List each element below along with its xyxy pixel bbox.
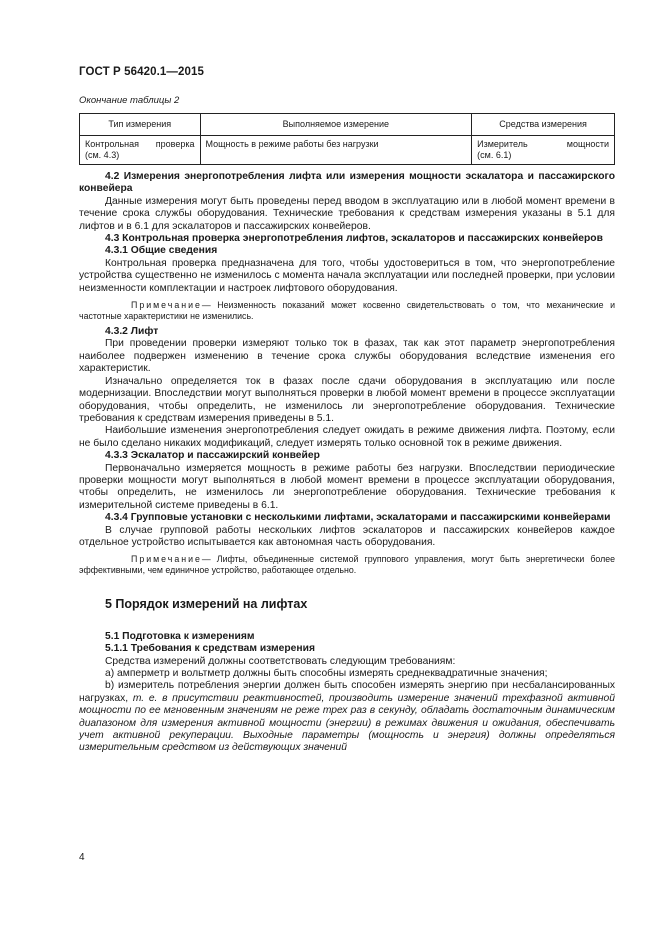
cell-line: (см. 4.3) xyxy=(85,150,120,160)
list-item xyxy=(79,680,615,754)
body-text xyxy=(79,171,615,755)
note-text: — Неизменность показаний может косвенно свидетельствовать о том, что механические и частотные характеристики не изменились. xyxy=(79,300,615,322)
table-header-cell: Средства измерения xyxy=(472,114,615,136)
table-cell: Мощность в режиме работы без нагрузки xyxy=(200,136,472,165)
table-header-cell: Тип измерения xyxy=(80,114,201,136)
section-title: 4.3 Контрольная проверка энергопотребления лифтов, эскалаторов и пассажирских конвейеров xyxy=(105,233,603,245)
paragraph: Наибольшие изменения энергопотребления следует ожидать в режиме движения лифта. Поэтому, если не было сделано никаких модификаций, следует измерять только основной ток в режиме движения. xyxy=(79,425,615,449)
subsection-title: 4.3.3 Эскалатор и пассажирский конвейер xyxy=(105,450,320,462)
chapter-title: 5 Порядок измерений на лифтах xyxy=(105,597,308,612)
note-label: Примечание xyxy=(131,300,202,311)
paragraph: Изначально определяется ток в фазах после сдачи оборудования в эксплуатацию или после модернизации. Впоследствии могут выполняться проверки в любой момент времени в процессе эксплуатации оборудования, чтобы определить, не изменилось ли энергопотребление оборудования. Технические требования к средствам измерения приведены в 5.1. xyxy=(79,375,615,424)
table-header-cell: Выполняемое измерение xyxy=(200,114,472,136)
note-label: Примечание xyxy=(131,554,202,565)
page-number: 4 xyxy=(79,852,85,863)
list-item-italic-text: т. е. в присутствии реактивностей, производить измерение значений трехфазной активной мощности по ее мгновенным значениям не реже трех раз в секунду, обладать достаточным динамическим диапазоном для измерения активной мощности (энергии) в режимах движения и ожидания, обеспечивать учет активной рекуперации. Выходные параметры (мощность и энергия) должны определяться измерительным средством из действующих значений xyxy=(79,692,615,754)
note xyxy=(79,554,615,576)
paragraph: Первоначально измеряется мощность в режиме работы без нагрузки. Впоследствии периодические проверки мощности могут выполняться в любой момент времени в процессе эксплуатации оборудования, чтобы определить, не изменилось ли энергопотребление оборудования. Технические требования к измерительной системе приведены в 6.1. xyxy=(79,462,615,511)
table-cell xyxy=(80,136,201,165)
subsection-title: 4.3.1 Общие сведения xyxy=(105,245,218,257)
cell-line: Измеритель мощности xyxy=(477,139,609,149)
list-item-text: b) измеритель потребления энергии должен быть способен измерять энергию при несбалансированных нагрузках, xyxy=(79,680,615,704)
table-row xyxy=(80,136,615,165)
measurement-table xyxy=(79,113,615,165)
note xyxy=(79,300,615,322)
paragraph: Средства измерений должны соответствовать следующим требованиям: xyxy=(105,655,456,667)
subsection-title: 4.3.4 Групповые установки с несколькими лифтами, эскалаторами и пассажирскими конвейерами xyxy=(105,512,611,524)
table-caption: Окончание таблицы 2 xyxy=(79,95,180,106)
paragraph: В случае групповой работы нескольких лифтов эскалаторов и пассажирских конвейеров каждое отдельное устройство испытывается как автономная часть оборудования. xyxy=(79,524,615,548)
section-title: 4.2 Измерения энергопотребления лифта или измерения мощности эскалатора и пассажирского конвейера xyxy=(79,171,615,195)
table-cell xyxy=(472,136,615,165)
paragraph: При проведении проверки измеряют только ток в фазах, так как этот параметр энергопотребления наиболее подвержен изменению в течение срока службы оборудования вследствие изменения его характеристик. xyxy=(79,338,615,375)
list-item: а) амперметр и вольтметр должны быть способны измерять среднеквадратичные значения; xyxy=(105,668,548,679)
paragraph: Данные измерения могут быть проведены перед вводом в эксплуатацию или в любой момент времени в течение срока службы оборудования. Технические требования к средствам измерения указаны в 5.1 для лифтов и в 6.1 для эскалаторов и пассажирских конвейеров. xyxy=(79,195,615,232)
paragraph: Контрольная проверка предназначена для того, чтобы удостовериться в том, что энергопотребление устройства существенно не изменилось с момента начала эксплуатации или последней проверки, при условии неизменности комплектации и настроек лифтового оборудования. xyxy=(79,257,615,294)
standard-header: ГОСТ Р 56420.1—2015 xyxy=(79,66,204,78)
section-title: 5.1 Подготовка к измерениям xyxy=(105,630,255,642)
cell-line: Контрольная проверка xyxy=(85,139,195,149)
subsection-title: 5.1.1 Требования к средствам измерения xyxy=(105,643,315,655)
cell-line: (см. 6.1) xyxy=(477,150,512,160)
subsection-title: 4.3.2 Лифт xyxy=(105,326,159,338)
table-header-row xyxy=(80,114,615,136)
note-text: — Лифты, объединенные системой группового управления, могут быть энергетически более эффективными, чем единичное устройство, работающее отдельно. xyxy=(79,554,615,576)
